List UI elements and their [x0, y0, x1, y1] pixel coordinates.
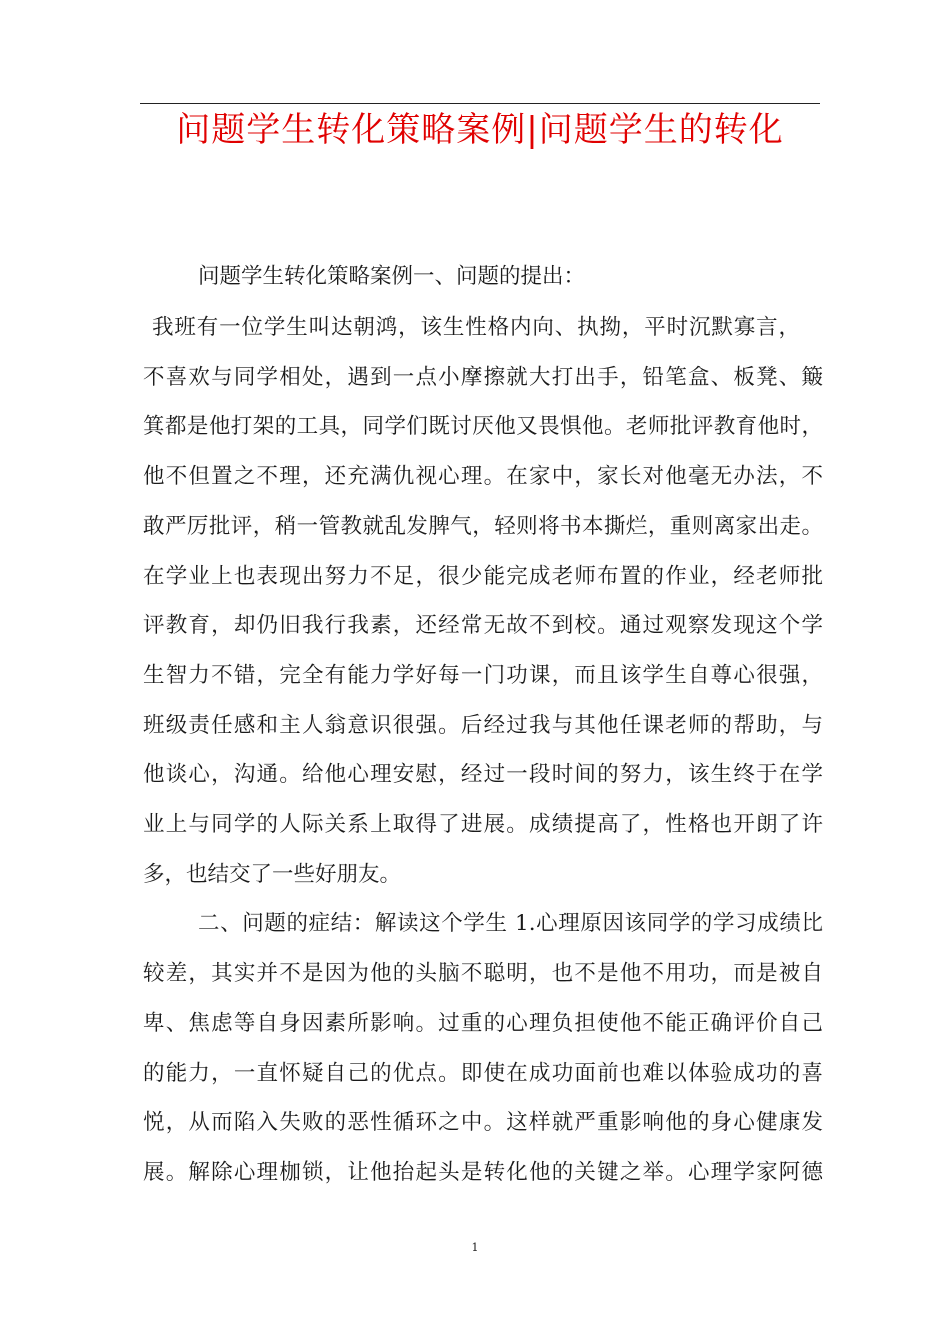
- paragraph-line: 我班有一位学生叫达朝鸿，该生性格内向、执拗，平时沉默寡言，: [152, 315, 800, 340]
- paragraph-line: 他不但置之不理，还充满仇视心理。在家中，家长对他毫无办法，不: [143, 464, 823, 489]
- paragraph-line: 业上与同学的人际关系上取得了进展。成绩提高了，性格也开朗了许: [143, 812, 823, 837]
- header-rule: [140, 103, 820, 104]
- paragraph-line: 敢严厉批评，稍一管教就乱发脾气，轻则将书本撕烂，重则离家出走。: [143, 514, 823, 539]
- document-title: 问题学生转化策略案例|问题学生的转化: [176, 110, 784, 150]
- paragraph-line: 不喜欢与同学相处，遇到一点小摩擦就大打出手，铅笔盒、板凳、簸: [143, 365, 823, 390]
- paragraph-line: 多，也结交了一些好朋友。: [143, 862, 402, 887]
- page-number: 1: [471, 1241, 479, 1254]
- paragraph-line: 卑、焦虑等自身因素所影响。过重的心理负担使他不能正确评价自己: [143, 1011, 823, 1036]
- paragraph-line: 他谈心，沟通。给他心理安慰，经过一段时间的努力，该生终于在学: [143, 762, 823, 787]
- paragraph-line: 悦，从而陷入失败的恶性循环之中。这样就严重影响他的身心健康发: [143, 1110, 823, 1135]
- paragraph-line: 较差，其实并不是因为他的头脑不聪明，也不是他不用功，而是被自: [143, 961, 823, 986]
- paragraph-line: 箕都是他打架的工具，同学们既讨厌他又畏惧他。老师批评教育他时，: [143, 414, 823, 439]
- paragraph-line: 在学业上也表现出努力不足，很少能完成老师布置的作业，经老师批: [143, 564, 823, 589]
- paragraph-line: 二、问题的症结：解读这个学生 1.心理原因该同学的学习成绩比: [198, 911, 823, 936]
- paragraph-line: 问题学生转化策略案例一、问题的提出：: [198, 264, 586, 289]
- paragraph-line: 生智力不错，完全有能力学好每一门功课，而且该学生自尊心很强，: [143, 663, 823, 688]
- paragraph-line: 展。解除心理枷锁，让他抬起头是转化他的关键之举。心理学家阿德: [143, 1160, 823, 1185]
- paragraph-line: 班级责任感和主人翁意识很强。后经过我与其他任课老师的帮助，与: [143, 713, 823, 738]
- paragraph-line: 评教育，却仍旧我行我素，还经常无故不到校。通过观察发现这个学: [143, 613, 823, 638]
- paragraph-line: 的能力，一直怀疑自己的优点。即使在成功面前也难以体验成功的喜: [143, 1061, 823, 1086]
